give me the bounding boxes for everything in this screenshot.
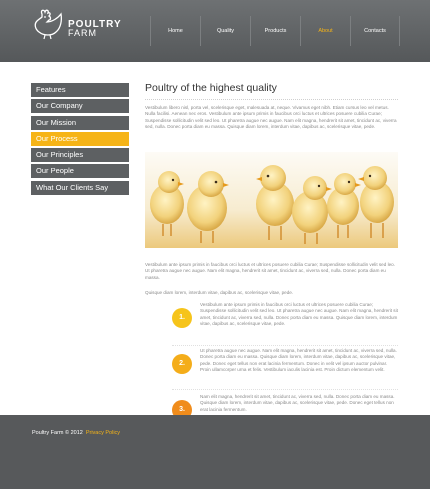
chicks-photo (145, 152, 398, 248)
step-number-badge: 3. (172, 400, 192, 420)
nav-home[interactable]: Home (150, 16, 200, 46)
intro-paragraph: Vestibulum libero nisl, porta vel, scelerisque eget, malesuada at, neque. Vivamus eget nibh. Etiam cursus leo vel metus. Nulla facilisi. Aenean nec eros. Vestibulum ante ipsum primis in faucibus orci luctus et ultrices posuere cubilia Curae; Suspendisse sollicitudin velit sed leo. Ut pharetra augue nec augue. Nam elit magna, hendrerit sit amet, tincidunt ac, viverra sed, nulla. Donec porta diam eu massa. Quisque diam lorem, interdum vitae, dapibus ac, scelerisque vitae, pede. (145, 105, 397, 129)
copyright: Poultry Farm © 2012 (32, 430, 83, 436)
step-text: Nam elit magna, hendrerit sit amet, tincidunt ac, viverra sed, nulla. Donec porta diam eu massa. Quisque diam lorem, interdum vitae, dapibus ac, scelerisque vitae, pede. Donec eget tellus non erat lacinia fermentum. (200, 394, 395, 412)
nav-contacts[interactable]: Contacts (350, 16, 400, 46)
logo-line-2: FARM (68, 28, 98, 38)
site-header (0, 0, 430, 62)
sidebar-item-our-company[interactable]: Our Company (31, 99, 129, 113)
privacy-policy-link[interactable]: Privacy Policy (85, 430, 121, 436)
step-text: Ut pharetra augue nec augue. Nam elit magna, hendrerit sit amet, tincidunt ac, viverra sed, nulla. Donec porta diam eu massa. Quisque diam lorem, interdum vitae, dapibus ac, scelerisque vitae, pede. Donec eget tellus non erat lacinia fermentum. Donec in velit vel ipsum auctor pulvinar. Proin ullamcorper urna et felis. Vestibulum iaculis lacinia est. Proin dictum elementum velit. (200, 348, 397, 372)
list-item (172, 346, 398, 390)
logo[interactable] (28, 8, 138, 48)
sidebar-item-our-people[interactable]: Our People (31, 164, 129, 178)
sidebar-item-our-mission[interactable]: Our Mission (31, 116, 129, 130)
page-title: Poultry of the highest quality (145, 82, 277, 94)
rooster-icon (28, 8, 66, 40)
step-number-badge: 1. (172, 308, 192, 328)
main-content (145, 80, 398, 413)
nav-products[interactable]: Products (250, 16, 300, 46)
divider (145, 99, 398, 100)
step-text: Vestibulum ante ipsum primis in faucibus orci luctus et ultrices posuere cubilia Curae; Suspendisse sollicitudin velit sed leo. Ut pharetra augue nec augue. Nam elit magna, hendrerit sit amet, tincidunt ac, viverra sed, nulla. Donec porta diam eu massa. Quisque diam lorem, interdum vitae, dapibus ac, scelerisque vitae, pede. (200, 302, 398, 326)
body-paragraph-3: Quisque diam lorem, interdum vitae, dapibus ac, scelerisque vitae, pede. (145, 290, 294, 295)
nav-about[interactable]: About (300, 16, 350, 46)
nav-quality[interactable]: Quality (200, 16, 250, 46)
step-number-badge: 2. (172, 354, 192, 374)
footer-text (32, 430, 120, 436)
sidebar-menu (31, 83, 129, 197)
logo-text (68, 20, 122, 38)
site-footer (0, 415, 430, 489)
body-paragraph-2: Vestibulum ante ipsum primis in faucibus orci luctus et ultrices posuere cubilia Curae; Suspendisse sollicitudin velit sed leo. Ut pharetra augue nec augue. Nam elit magna, hendrerit sit amet, tincidunt ac, viverra sed, nulla. Donec porta diam eu massa. (145, 262, 395, 280)
main-nav (150, 16, 400, 46)
sidebar-item-our-principles[interactable]: Our Principles (31, 148, 129, 162)
sidebar-item-features[interactable]: Features (31, 83, 129, 97)
logo-line-1: POULTRY (68, 19, 122, 30)
sidebar-item-clients-say[interactable]: What Our Clients Say (31, 181, 129, 195)
sidebar-item-our-process[interactable]: Our Process (31, 132, 129, 146)
list-item (172, 302, 398, 346)
